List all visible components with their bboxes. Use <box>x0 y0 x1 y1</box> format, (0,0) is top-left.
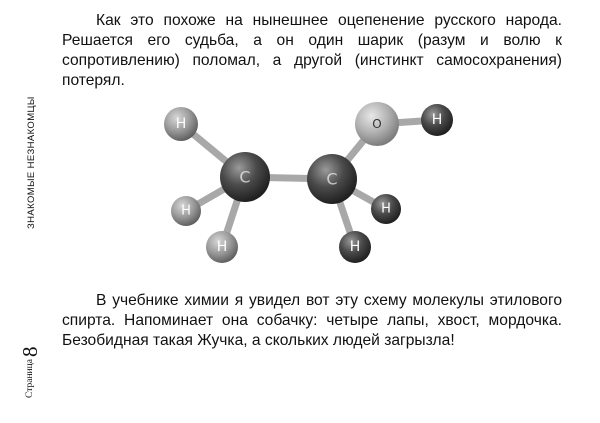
paragraph-2: В учебнике химии я увидел вот эту схему молекулы этилового спирта. Напоминает она собачку: четыре лапы, хвост, мордочка. Безобидная такая Жучка, а скольких людей загрызла! <box>62 292 562 349</box>
oxygen-atom <box>355 102 399 146</box>
hydrogen-atom <box>339 231 371 263</box>
atom-label: C <box>239 167 251 187</box>
atom-label: H <box>216 239 228 255</box>
atom-label: C <box>326 169 338 189</box>
atom-label: H <box>349 239 361 255</box>
hydrogen-atom <box>206 231 238 263</box>
atom-label: H <box>381 201 391 217</box>
atom-label: H <box>431 112 443 128</box>
paragraph-1: Как это похоже на нынешнее оцепенение русского народа. Решается его судьба, а он один шарик (разум и волю к сопротивлению) поломал, а другой (инстинкт самосохранения) потерял. <box>62 12 562 89</box>
atom-label: O <box>372 117 382 131</box>
page-number: 8 <box>18 346 42 357</box>
hydrogen-atom <box>171 196 201 226</box>
carbon-atom <box>307 154 357 204</box>
atom-label: H <box>175 116 187 132</box>
hydrogen-atom <box>164 107 198 141</box>
atom-label: H <box>181 203 191 219</box>
page-label: Страница <box>25 359 35 398</box>
hydrogen-atom <box>371 194 401 224</box>
section-title: ЗНАКОМЫЕ НЕЗНАКОМЦЫ <box>26 96 37 229</box>
hydrogen-atom <box>421 104 453 136</box>
carbon-atom <box>220 152 270 202</box>
ethanol-molecule-diagram <box>150 93 470 283</box>
